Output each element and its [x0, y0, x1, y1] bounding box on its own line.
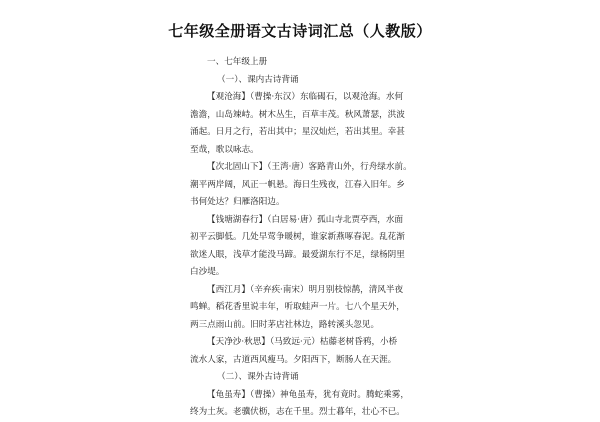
- text-line: 流水人家，古道西风瘦马。夕阳西下，断肠人在天涯。: [190, 354, 397, 365]
- text-line: （一）、课内古诗背诵: [217, 74, 299, 85]
- page-title: 七年级全册语文古诗词汇总（人教版）: [168, 22, 432, 40]
- text-line: 两三点雨山前。旧时茅店社林边，路转溪头忽见。: [190, 319, 380, 330]
- text-line: 【次北固山下】（王湾·唐）客路青山外，行舟绿水前。: [207, 162, 412, 172]
- text-line: 【西江月】（辛弃疾·南宋）明月别枝惊鹊，清风半夜: [207, 284, 404, 295]
- text-line: 欲迷人眼，浅草才能没马蹄。最爱湖东行不足，绿杨阴里: [190, 249, 405, 260]
- text-line: 初平云脚低。几处早莺争暖树，谁家新燕啄春泥。乱花渐: [190, 232, 405, 242]
- text-line: 【观沧海】（曹操·东汉）东临碣石，以观沧海。水何: [207, 92, 404, 102]
- text-line: 【钱塘湖春行】（白居易·唐）孤山寺北贾亭西，水面: [207, 214, 404, 225]
- text-line: 书何处达？归雁洛阳边。: [190, 197, 285, 207]
- text-line: 【天净沙·秋思】（马致远·元）枯藤老树昏鸦，小桥: [207, 337, 398, 347]
- text-line: 【龟虽寿】（曹操）神龟虽寿，犹有竟时。腾蛇乘雾，: [207, 389, 409, 400]
- text-line: 鸣蝉。稻花香里说丰年，听取蛙声一片。七八个星天外，: [190, 302, 405, 312]
- text-line: 涌起。日月之行，若出其中；星汉灿烂，若出其里。幸甚: [190, 127, 405, 137]
- text-line: 终为土灰。老骥伏枥，志在千里。烈士暮年，壮心不已。: [190, 407, 405, 417]
- text-line: 潮平两岸阔，风正一帆悬。海日生残夜，江春入旧年。乡: [190, 179, 405, 190]
- text-line: （二）、课外古诗背诵: [217, 372, 299, 382]
- text-line: 一、七年级上册: [207, 57, 268, 67]
- text-line: 至哉，歌以咏志。: [190, 144, 259, 155]
- text-line: 澹澹，山岛竦峙。树木丛生，百草丰茂。秋风萧瑟，洪波: [190, 109, 405, 120]
- document-body: [190, 54, 426, 422]
- text-line: 白沙堤。: [190, 267, 225, 277]
